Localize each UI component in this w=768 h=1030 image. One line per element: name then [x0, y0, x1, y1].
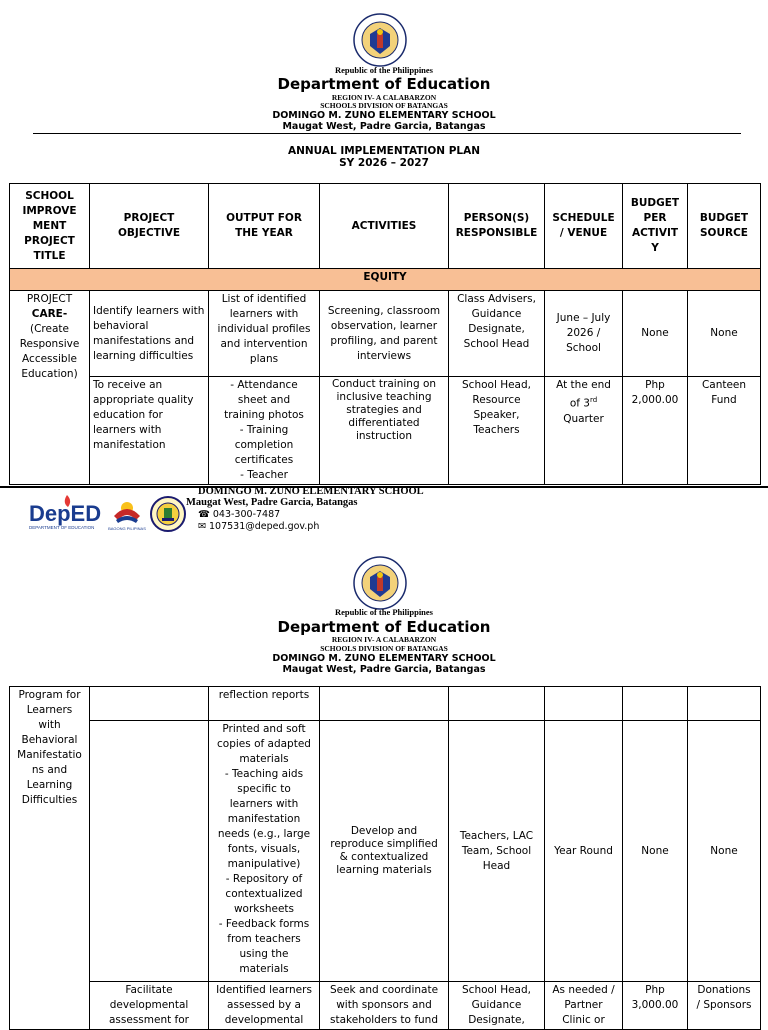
activities-cell	[320, 687, 449, 721]
division-text: SCHOOLS DIVISION OF BATANGAS	[320, 644, 448, 653]
school-name: DOMINGO M. ZUNO ELEMENTARY SCHOOL	[272, 653, 496, 664]
persons-cell: Teachers, LAC Team, School Head	[449, 721, 545, 982]
header-divider	[33, 133, 741, 134]
region-text: REGION IV- A CALABARZON	[331, 635, 437, 644]
persons-cell	[449, 687, 545, 721]
output-cell: reflection reports	[209, 687, 320, 721]
persons-cell: Class Advisers, Guidance Designate, School Head	[449, 291, 545, 377]
section-label: EQUITY	[10, 269, 761, 291]
section-row-equity	[10, 269, 761, 291]
implementation-plan-table	[9, 183, 761, 485]
table-row	[10, 721, 761, 982]
republic-text: Republic of the Philippines	[334, 65, 433, 75]
header-output: OUTPUT FOR THE YEAR	[209, 184, 320, 269]
header-budget: BUDGET PER ACTIVIT Y	[623, 184, 688, 269]
budget-source-cell: None	[688, 291, 761, 377]
budget-cell	[623, 687, 688, 721]
budget-cell: None	[623, 291, 688, 377]
school-address: Maugat West, Padre Garcia, Batangas	[282, 664, 486, 675]
svg-text:BAGONG PILIPINAS: BAGONG PILIPINAS	[108, 526, 146, 531]
footer-school-address: Maugat West, Padre Garcia, Batangas	[186, 497, 358, 508]
bagong-pilipinas-logo-icon	[106, 492, 148, 532]
table-row	[10, 982, 761, 1030]
table-row	[10, 291, 761, 377]
budget-cell: Php 3,000.00	[623, 982, 688, 1030]
output-cell: Identified learners assessed by a developmental	[209, 982, 320, 1030]
activities-cell: Conduct training on inclusive teaching strategies and differentiated instruction	[320, 377, 449, 485]
region-text: REGION IV- A CALABARZON	[331, 93, 437, 102]
budget-source-cell: Canteen Fund	[688, 377, 761, 485]
school-address: Maugat West, Padre Garcia, Batangas	[282, 121, 486, 132]
republic-text: Republic of the Philippines	[334, 607, 433, 617]
schedule-cell: June – July 2026 / School	[545, 291, 623, 377]
division-text: SCHOOLS DIVISION OF BATANGAS	[320, 101, 448, 110]
output-cell: List of identified learners with individual profiles and intervention plans	[209, 291, 320, 377]
table-header-row	[10, 184, 761, 269]
budget-source-cell	[688, 687, 761, 721]
budget-source-cell: Donations / Sponsors	[688, 982, 761, 1030]
school-name: DOMINGO M. ZUNO ELEMENTARY SCHOOL	[272, 110, 496, 121]
header-budget-source: BUDGET SOURCE	[688, 184, 761, 269]
department-title: Department of Education	[277, 618, 491, 636]
project-title-cell: Program for Learners with Behavioral Manifestatio ns and Learning Difficulties	[10, 687, 90, 1030]
table-row	[10, 687, 761, 721]
school-logo-icon	[149, 495, 187, 533]
persons-cell: School Head, Guidance Designate,	[449, 982, 545, 1030]
deped-seal-icon	[352, 12, 408, 68]
footer-phone-text: 043-300-7487	[212, 509, 281, 520]
objective-cell	[90, 687, 209, 721]
schedule-cell: As needed / Partner Clinic or	[545, 982, 623, 1030]
svg-text:DEPARTMENT OF EDUCATION: DEPARTMENT OF EDUCATION	[29, 525, 95, 530]
output-cell: - Attendance sheet and training photos - Training completion certificates - Teacher	[209, 377, 320, 485]
header-project-objective: PROJECT OBJECTIVE	[90, 184, 209, 269]
objective-cell: Facilitate developmental assessment for	[90, 982, 209, 1030]
budget-cell: None	[623, 721, 688, 982]
plan-school-year: SY 2026 – 2027	[339, 157, 429, 169]
activities-cell: Seek and coordinate with sponsors and stakeholders to fund	[320, 982, 449, 1030]
implementation-plan-table-continued	[9, 686, 761, 1030]
project-title-cell: PROJECT CARE- (Create Responsive Accessible Education)	[10, 291, 90, 485]
header-activities: ACTIVITIES	[320, 184, 449, 269]
plan-title: ANNUAL IMPLEMENTATION PLAN	[287, 145, 481, 157]
header-persons: PERSON(S) RESPONSIBLE	[449, 184, 545, 269]
footer-email-text[interactable]: 107531@deped.gov.ph	[209, 521, 320, 532]
schedule-cell	[545, 687, 623, 721]
schedule-cell: At the end of 3rd Quarter	[545, 377, 623, 485]
objective-cell	[90, 721, 209, 982]
budget-cell: Php 2,000.00	[623, 377, 688, 485]
objective-cell: To receive an appropriate quality education for learners with manifestation	[90, 377, 209, 485]
activities-cell: Develop and reproduce simplified & contextualized learning materials	[320, 721, 449, 982]
objective-cell: Identify learners with behavioral manifestations and learning difficulties	[90, 291, 209, 377]
schedule-cell: Year Round	[545, 721, 623, 982]
footer-phone	[198, 509, 280, 520]
persons-cell: School Head, Resource Speaker, Teachers	[449, 377, 545, 485]
mail-icon: ✉	[198, 521, 206, 532]
activities-cell: Screening, classroom observation, learner profiling, and parent interviews	[320, 291, 449, 377]
deped-seal-icon	[352, 555, 408, 611]
budget-source-cell: None	[688, 721, 761, 982]
output-cell: Printed and soft copies of adapted materials - Teaching aids specific to learners with manifestation needs (e.g., large fonts, visuals, manipulative) - Repository of contextualized worksheets - Feedback forms from teachers using the materials	[209, 721, 320, 982]
svg-text:DepED: DepED	[29, 501, 102, 526]
department-title: Department of Education	[277, 75, 491, 93]
table-row	[10, 377, 761, 485]
phone-icon: ☎	[198, 509, 210, 520]
footer-email	[198, 521, 319, 532]
header-project-title: SCHOOL IMPROVE MENT PROJECT TITLE	[10, 184, 90, 269]
footer-school-name: DOMINGO M. ZUNO ELEMENTARY SCHOOL	[198, 486, 424, 497]
deped-logo-icon	[27, 493, 103, 531]
header-schedule: SCHEDULE / VENUE	[545, 184, 623, 269]
